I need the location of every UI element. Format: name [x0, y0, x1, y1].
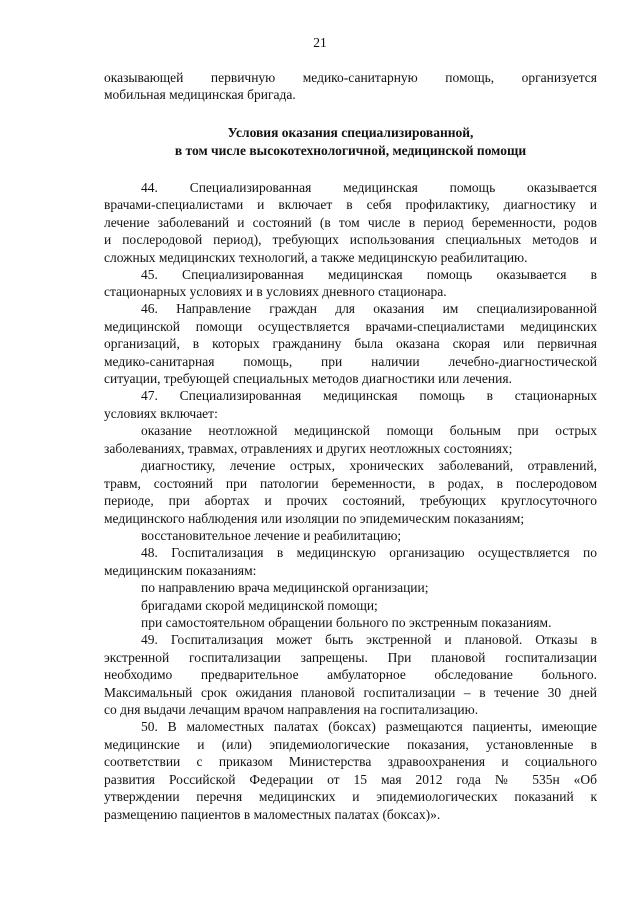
text-line: восстановительное лечение и реабилитацию;	[141, 528, 402, 543]
text-line: диагностику, лечение острых, хронических заболеваний, отравлений,	[141, 458, 597, 473]
text-line: необходимо предварительное амбулаторное обследование больного.	[104, 667, 597, 682]
text-line: при самостоятельном обращении больного по экстренным показаниям.	[141, 615, 552, 630]
text-line: периоде, при абортах и прочих состояний, требующих круглосуточного	[104, 493, 597, 508]
text-line: травм, состояний при патологии беременности, в родах, в послеродовом	[104, 476, 597, 491]
text-line: 47. Специализированная медицинская помощь в стационарных	[141, 388, 597, 403]
text-line: со дня выдачи лечащим врачом направления на госпитализацию.	[104, 702, 479, 717]
section-heading-line: Условия оказания специализированной,	[227, 125, 474, 140]
page-number: 21	[313, 35, 327, 50]
text-line: заболеваниях, травмах, отравлениях и других неотложных состояниях;	[104, 441, 513, 456]
text-line: 49. Госпитализация может быть экстренной и плановой. Отказы в	[141, 632, 597, 647]
section-heading-line: в том числе высокотехнологичной, медицинской помощи	[174, 143, 527, 158]
text-line: и послеродовой период), требующих использования специальных методов и	[104, 232, 597, 247]
text-line: Максимальный срок ожидания плановой госпитализации – в течение 30 дней	[104, 685, 597, 700]
text-line: бригадами скорой медицинской помощи;	[141, 598, 378, 613]
text-line: ситуации, требующей специальных методов диагностики или лечения.	[104, 371, 512, 386]
text-line: медико-санитарная помощь, при наличии лечебно-диагностической	[104, 354, 597, 369]
text-line: медицинской помощи осуществляется врачами-специалистами медицинских	[104, 319, 597, 334]
text-line: медицинского наблюдения или изоляции по эпидемическим показаниям;	[104, 511, 525, 526]
text-line: условиях включает:	[104, 406, 218, 421]
text-line: 50. В маломестных палатах (боксах) размещаются пациенты, имеющие	[141, 719, 597, 734]
text-line: размещению пациентов в маломестных палатах (боксах)».	[104, 807, 441, 822]
text-line: утверждении перечня медицинских и эпидемиологических показаний к	[104, 789, 597, 804]
text-line: медицинским показаниям:	[104, 563, 257, 578]
text-line: сложных медицинских технологий, а также медицинскую реабилитацию.	[104, 250, 528, 265]
text-line: врачами-специалистами и включает в себя профилактику, диагностику и	[104, 197, 597, 212]
text-line: развития Российской Федерации от 15 мая 2012 года № 535н «Об	[104, 772, 597, 787]
text-line: медицинские и (или) эпидемиологические показания, установленные в	[104, 737, 597, 752]
text-line: экстренной госпитализации запрещены. При плановой госпитализации	[104, 650, 597, 665]
text-line: оказание неотложной медицинской помощи больным при острых	[141, 423, 597, 438]
text-line: по направлению врача медицинской организации;	[141, 580, 429, 595]
text-line: 46. Направление граждан для оказания им специализированной	[141, 301, 597, 316]
text-line: организаций, в которых гражданину была оказана скорая или первичная	[104, 336, 597, 351]
text-line: лечение заболеваний и состояний (в том числе в период беременности, родов	[104, 215, 597, 230]
text-line: мобильная медицинская бригада.	[104, 87, 296, 102]
text-line: оказывающей первичную медико-санитарную помощь, организуется	[104, 70, 597, 85]
text-line: соответствии с приказом Министерства здравоохранения и социального	[104, 754, 597, 769]
text-line: стационарных условиях и в условиях дневного стационара.	[104, 284, 447, 299]
text-line: 44. Специализированная медицинская помощь оказывается	[141, 180, 597, 195]
text-line: 48. Госпитализация в медицинскую организацию осуществляется по	[141, 545, 597, 560]
text-line: 45. Специализированная медицинская помощь оказывается в	[141, 267, 597, 282]
